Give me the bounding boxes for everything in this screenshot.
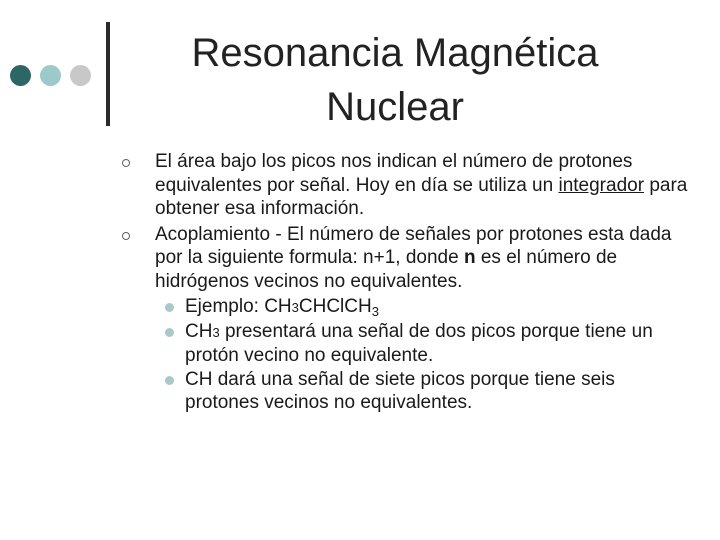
title-divider	[106, 22, 110, 126]
bullet-acoplamiento	[144, 223, 689, 294]
circle-bullet-icon	[122, 159, 130, 167]
integrador-term: integrador	[558, 174, 645, 196]
example-sub1: 3	[291, 300, 299, 315]
decorative-dots	[10, 62, 100, 88]
bullet-text: El área bajo los picos nos indican el número de protones equivalentes por señal. Hoy en día se utiliza un	[155, 151, 633, 196]
circle-bullet-icon	[122, 232, 130, 240]
slide-content	[144, 150, 689, 415]
dot-light-teal	[40, 65, 61, 86]
slide-title	[140, 26, 650, 134]
ch3-ch: CH	[185, 320, 213, 342]
sub-bullet-example	[144, 295, 689, 320]
example-prefix: Ejemplo: CH	[185, 296, 292, 317]
filled-bullet-icon	[165, 328, 174, 337]
sub-bullet-ch	[144, 368, 689, 415]
bullet-text: es el número de hidrógenos vecinos no equivalentes.	[155, 247, 618, 292]
ch3-rest: presentará una señal de dos picos porque tiene un protón vecino no equivalente.	[185, 320, 653, 366]
example-mid: CHClCH	[298, 296, 372, 317]
title-line-1: Resonancia Magnética	[191, 31, 599, 75]
bullet-area-integrador	[144, 150, 689, 221]
filled-bullet-icon	[165, 303, 174, 312]
sub-bullet-ch3	[144, 320, 689, 368]
bullet-text: Acoplamiento - El número de señales por protones esta dada por la siguiente formula: n+1, donde	[155, 223, 672, 268]
bullet-text: para obtener esa información.	[155, 174, 688, 219]
example-sub2: 3	[371, 304, 379, 319]
ch3-sub: 3	[212, 324, 220, 340]
dot-dark-teal	[10, 65, 31, 86]
title-line-2: Nuclear	[326, 85, 464, 129]
dot-gray	[70, 65, 91, 86]
n-variable: n	[463, 247, 476, 268]
filled-bullet-icon	[165, 376, 174, 385]
ch-text: CH dará una señal de siete picos porque tiene seis protones vecinos no equivalentes.	[185, 368, 615, 413]
